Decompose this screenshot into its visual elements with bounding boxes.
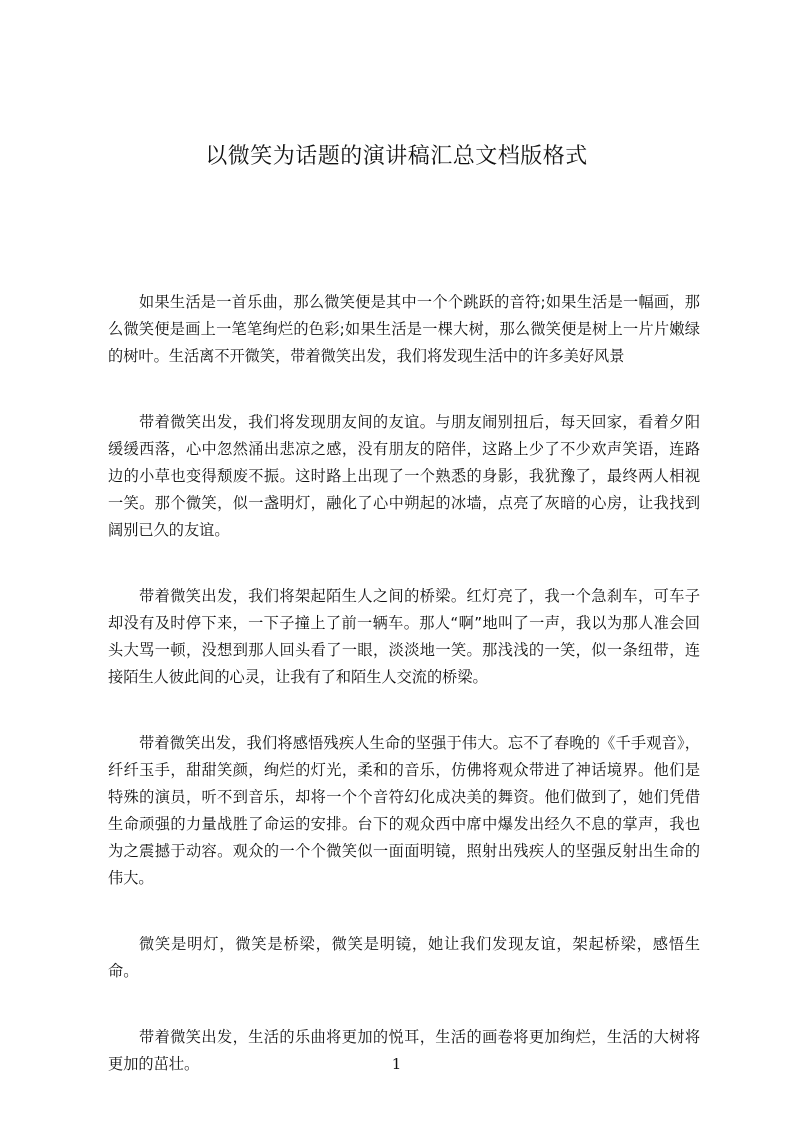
paragraph-disabled-performers: 带着微笑出发，我们将感悟残疾人生命的坚强于伟大。忘不了春晚的《千手观音》，纤纤玉手，甜甜笑颜，绚烂的灯光，柔和的音乐，仿佛将观众带进了神话境界。他们是特殊的演员，听不到音乐，却将一个个音符幻化成决美的舞资。他们做到了，她们凭借生命顽强的力量战胜了命运的安排。台下的观众西中席中爆发出经久不息的掌声，我也为之震撼于动容。观众的一个个微笑似一面面明镜，照射出残疾人的坚强反射出生命的伟大。 — [108, 734, 700, 887]
paragraph-friendship: 带着微笑出发，我们将发现朋友间的友谊。与朋友闹别扭后，每天回家，看着夕阳缓缓西落，心中忽然涌出悲凉之感，没有朋友的陪伴，这路上少了不少欢声笑语，连路边的小草也变得颓废不振。这时路上出现了一个熟悉的身影，我犹豫了，最终两人相视一笑。那个微笑，似一盏明灯，融化了心中朔起的冰墙，点亮了灰暗的心房，让我找到阔别已久的友谊。 — [108, 413, 700, 539]
document-title: 以微笑为话题的演讲稿汇总文档版格式 — [205, 144, 588, 169]
paragraph-intro: 如果生活是一首乐曲，那么微笑便是其中一个个跳跃的音符;如果生活是一幅画，那么微笑便是画上一笔笔绚烂的色彩;如果生活是一棵大树，那么微笑便是树上一片片嫩绿的树叶。生活离不开微笑，带着微笑出发，我们将发现生活中的许多美好风景 — [108, 293, 700, 365]
paragraph-strangers: 带着微笑出发，我们将架起陌生人之间的桥梁。红灯亮了，我一个急刹车，可车子却没有及时停下来，一下子撞上了前一辆车。那人“啊”地叫了一声，我以为那人准会回头大骂一顿，没想到那人回头看了一眼，淡淡地一笑。那浅浅的一笑，似一条纽带，连接陌生人彼此间的心灵，让我有了和陌生人交流的桥梁。 — [108, 587, 700, 686]
page-number: 1 — [391, 1055, 402, 1073]
paragraph-summary: 微笑是明灯，微笑是桥梁，微笑是明镜，她让我们发现友谊，架起桥梁，感悟生命。 — [108, 935, 700, 980]
document-body — [108, 289, 700, 1117]
paragraph-conclusion: 带着微笑出发，生活的乐曲将更加的悦耳，生活的画卷将更加绚烂，生活的大树将更加的茁壮。 — [108, 1028, 700, 1073]
